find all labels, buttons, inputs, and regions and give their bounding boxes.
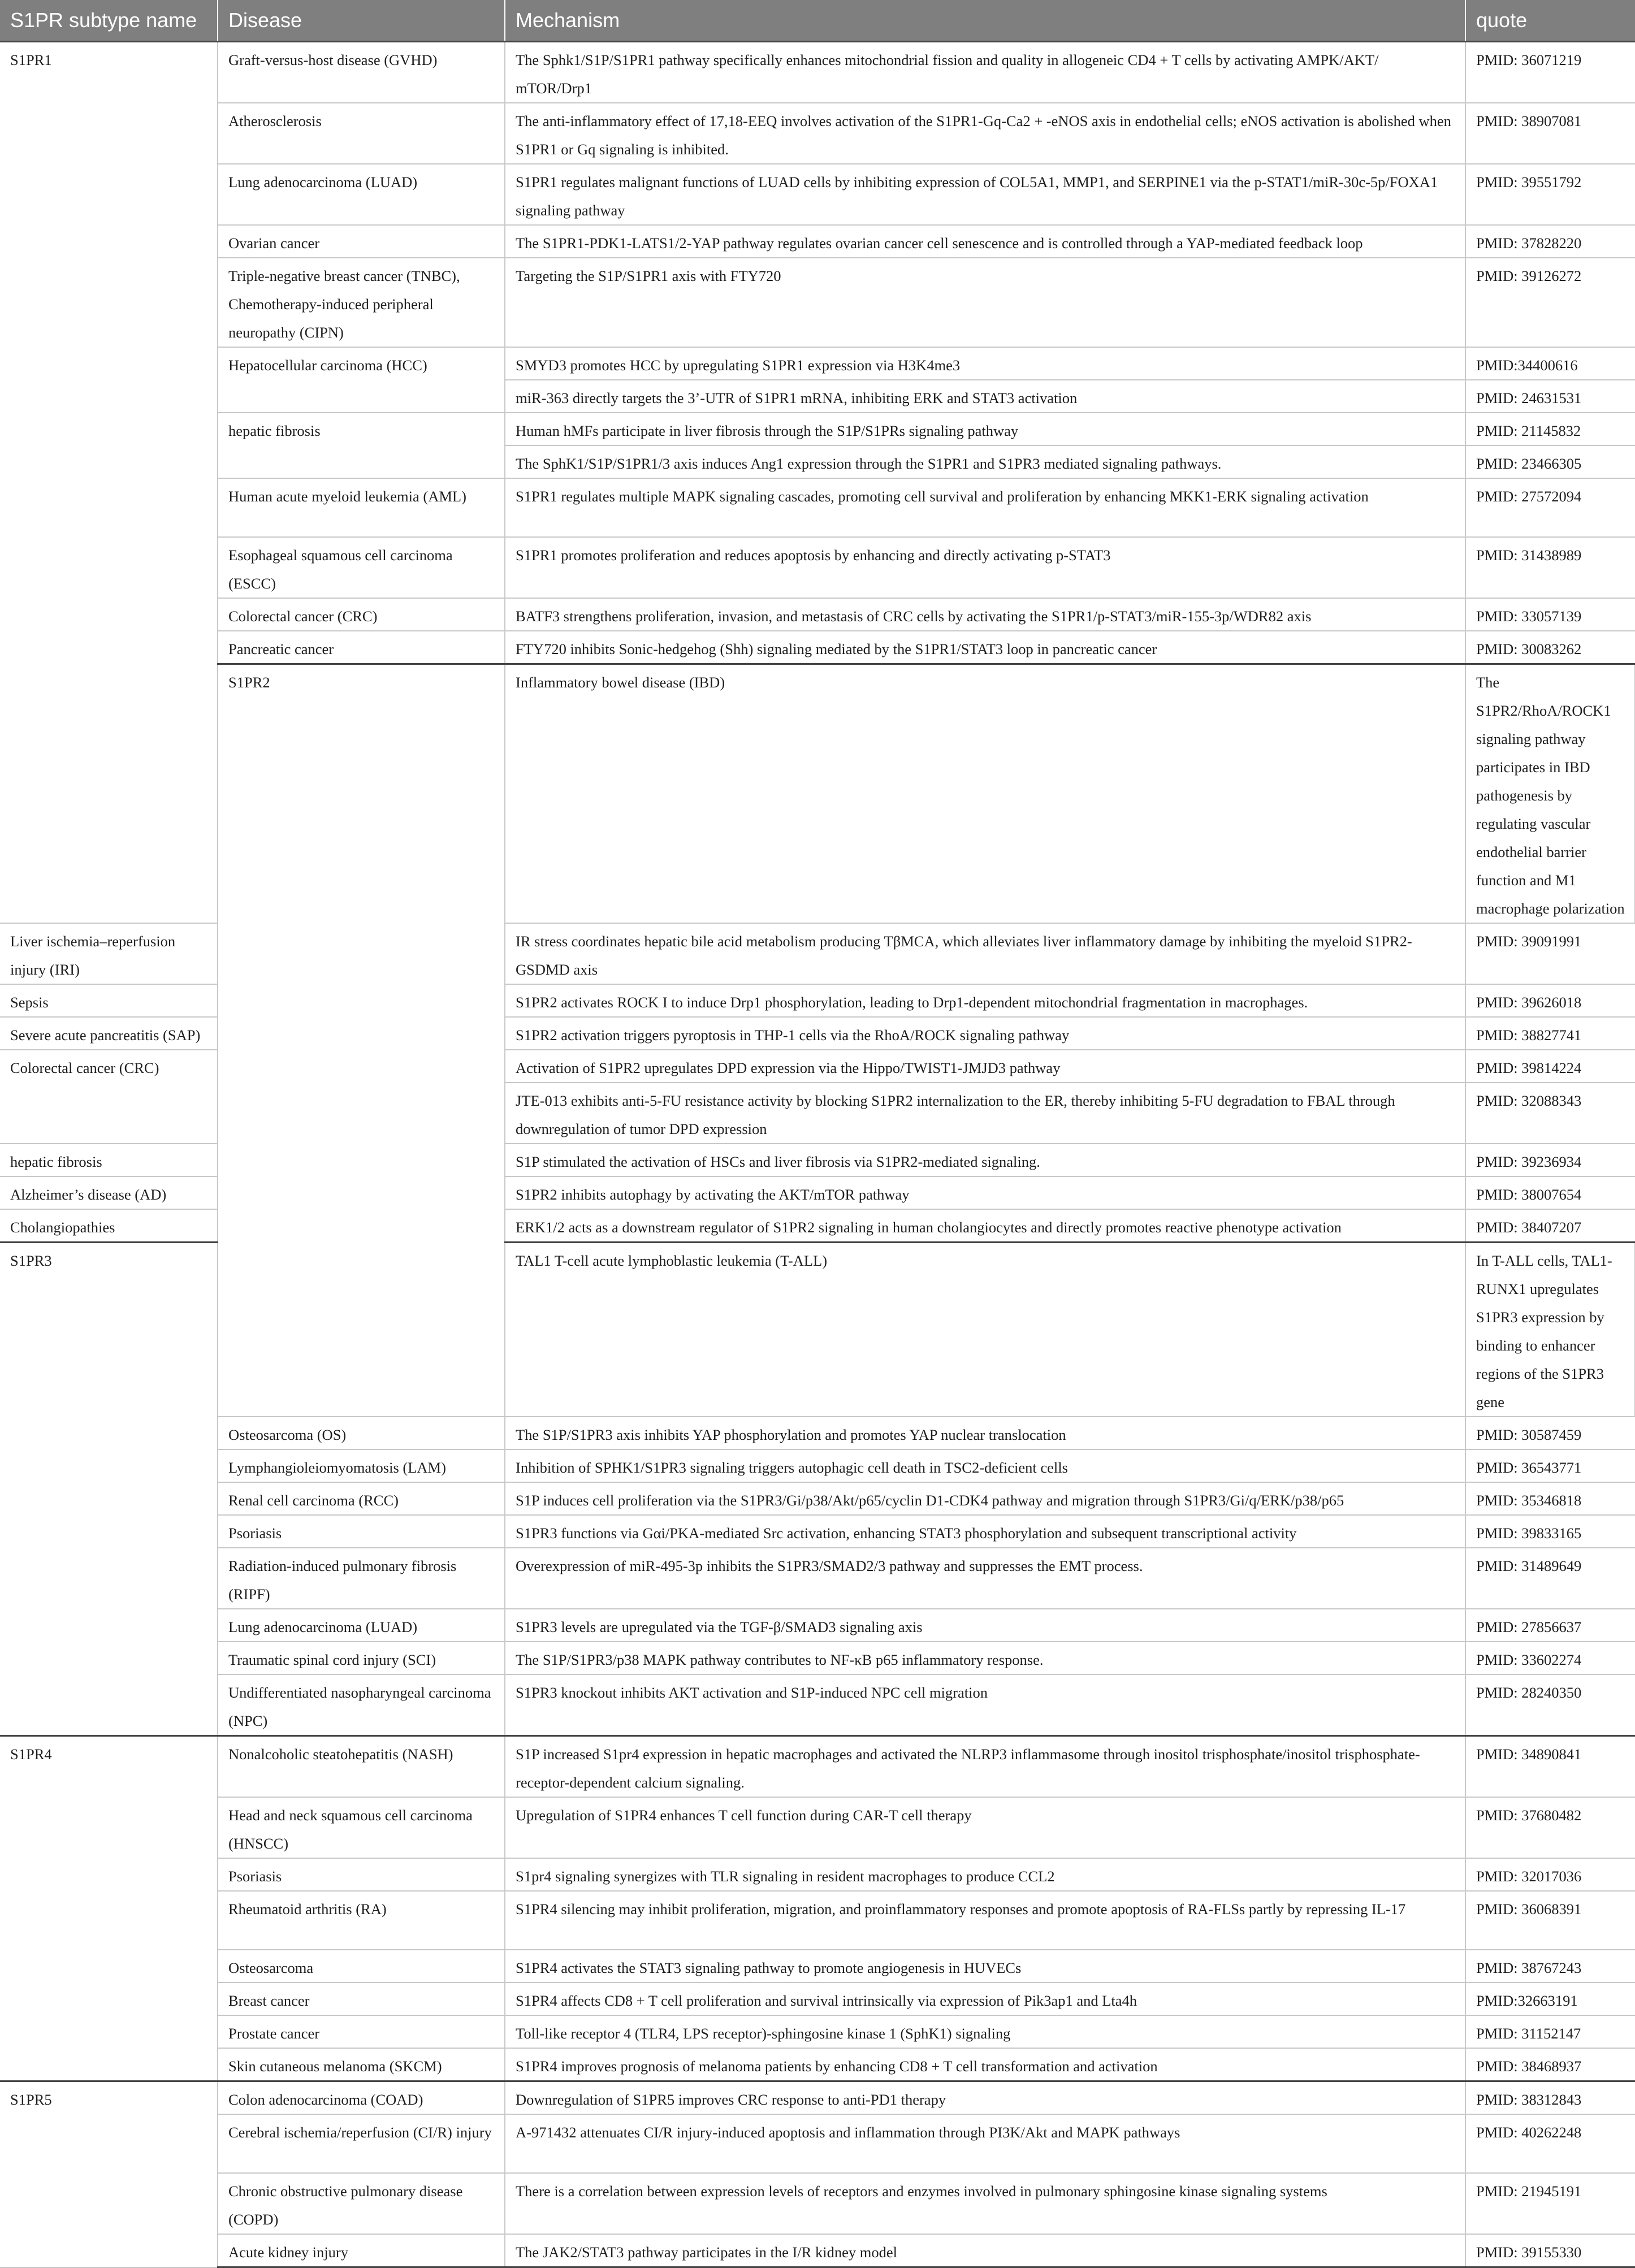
disease-cell: Triple-negative breast cancer (TNBC), Chemotherapy-induced peripheral neuropathy (CIPN) [218, 258, 505, 347]
mechanism-cell: Human hMFs participate in liver fibrosis through the S1P/S1PRs signaling pathway [505, 413, 1465, 445]
quote-cell: PMID: 38312843 [1465, 2081, 1635, 2115]
mechanism-cell: Activation of S1PR2 upregulates DPD expression via the Hippo/TWIST1-JMJD3 pathway [505, 1050, 1465, 1083]
quote-cell: PMID: 21145832 [1465, 413, 1635, 445]
table-row [0, 537, 1635, 598]
mechanism-cell: The SphK1/S1P/S1PR1/3 axis induces Ang1 expression through the S1PR1 and S1PR3 mediated signaling pathways. [505, 445, 1465, 478]
quote-cell: PMID: 24631531 [1465, 380, 1635, 413]
mechanism-cell: S1PR2 activation triggers pyroptosis in THP-1 cells via the RhoA/ROCK signaling pathway [505, 1017, 1465, 1050]
quote-cell: PMID: 21945191 [1465, 2173, 1635, 2234]
mechanism-cell: Downregulation of S1PR5 improves CRC response to anti-PD1 therapy [505, 2081, 1465, 2115]
mechanism-cell: S1PR1 promotes proliferation and reduces apoptosis by enhancing and directly activating p-STAT3 [505, 537, 1465, 598]
table-row [0, 1950, 1635, 1983]
mechanism-cell: S1P increased S1pr4 expression in hepatic macrophages and activated the NLRP3 inflammasome through inositol trisphosphate/inositol trisphosphate-receptor-dependent calcium signaling. [505, 1736, 1465, 1798]
disease-cell: Cerebral ischemia/reperfusion (CI/R) injury [218, 2114, 505, 2173]
header-quote: quote [1465, 0, 1635, 42]
disease-cell: Psoriasis [218, 1858, 505, 1891]
mechanism-cell: A-971432 attenuates CI/R injury-induced apoptosis and inflammation through PI3K/Akt and MAPK pathways [505, 2114, 1465, 2173]
mechanism-cell: The anti-inflammatory effect of 17,18-EEQ involves activation of the S1PR1-Gq-Ca2 + -eNOS axis in endothelial cells; eNOS activation is abolished when S1PR1 or Gq signaling is inhibited. [505, 103, 1465, 164]
disease-cell: Sepsis [0, 984, 218, 1017]
disease-cell: Head and neck squamous cell carcinoma (HNSCC) [218, 1797, 505, 1858]
mechanism-cell: The JAK2/STAT3 pathway participates in the I/R kidney model [505, 2234, 1465, 2267]
disease-cell: Psoriasis [218, 1515, 505, 1548]
disease-cell: Prostate cancer [218, 2015, 505, 2048]
table-row [0, 1674, 1635, 1736]
table-body [0, 42, 1635, 2267]
disease-cell: Rheumatoid arthritis (RA) [218, 1891, 505, 1950]
disease-cell: Colorectal cancer (CRC) [218, 598, 505, 631]
disease-cell: Pancreatic cancer [218, 631, 505, 664]
table-row [0, 2173, 1635, 2234]
quote-cell: PMID: 27572094 [1465, 478, 1635, 537]
quote-cell: PMID: 39833165 [1465, 1515, 1635, 1548]
table-row [0, 1891, 1635, 1950]
quote-cell: PMID: 31489649 [1465, 1548, 1635, 1609]
table-row [0, 164, 1635, 225]
table-row [0, 1858, 1635, 1891]
quote-cell: PMID: 39814224 [1465, 1050, 1635, 1083]
table-row [0, 1417, 1635, 1449]
mechanism-cell: S1PR1 regulates multiple MAPK signaling cascades, promoting cell survival and proliferation by enhancing MKK1-ERK signaling activation [505, 478, 1465, 537]
mechanism-cell: Targeting the S1P/S1PR1 axis with FTY720 [505, 258, 1465, 347]
disease-cell: TAL1 T-cell acute lymphoblastic leukemia (T-ALL) [505, 1243, 1465, 1417]
disease-cell: hepatic fibrosis [0, 1144, 218, 1176]
disease-cell: Colorectal cancer (CRC) [0, 1050, 218, 1144]
table-row [0, 1609, 1635, 1642]
disease-cell: Graft-versus-host disease (GVHD) [218, 42, 505, 103]
quote-cell: PMID: 38827741 [1465, 1017, 1635, 1050]
table-row [0, 2114, 1635, 2173]
mechanism-cell: SMYD3 promotes HCC by upregulating S1PR1 expression via H3K4me3 [505, 347, 1465, 380]
mechanism-cell: Inhibition of SPHK1/S1PR3 signaling triggers autophagic cell death in TSC2-deficient cells [505, 1449, 1465, 1482]
quote-cell: PMID: 38907081 [1465, 103, 1635, 164]
disease-cell: Renal cell carcinoma (RCC) [218, 1482, 505, 1515]
mechanism-cell: Overexpression of miR-495-3p inhibits the S1PR3/SMAD2/3 pathway and suppresses the EMT process. [505, 1548, 1465, 1609]
quote-cell: PMID: 33602274 [1465, 1642, 1635, 1674]
mechanism-cell: The Sphk1/S1P/S1PR1 pathway specifically enhances mitochondrial fission and quality in allogeneic CD4 + T cells by activating AMPK/AKT/ mTOR/Drp1 [505, 42, 1465, 103]
table-row [0, 347, 1635, 380]
disease-cell: Liver ischemia–reperfusion injury (IRI) [0, 923, 218, 984]
mechanism-cell: S1PR4 silencing may inhibit proliferation, migration, and proinflammatory responses and promote apoptosis of RA-FLSs partly by repressing IL-17 [505, 1891, 1465, 1950]
table-row [0, 1797, 1635, 1858]
quote-cell: PMID: 39126272 [1465, 258, 1635, 347]
mechanism-cell: The S1P/S1PR3/p38 MAPK pathway contributes to NF-κB p65 inflammatory response. [505, 1642, 1465, 1674]
disease-cell: Nonalcoholic steatohepatitis (NASH) [218, 1736, 505, 1798]
disease-cell: Chronic obstructive pulmonary disease (COPD) [218, 2173, 505, 2234]
disease-cell: Cholangiopathies [0, 1209, 218, 1243]
mechanism-cell: BATF3 strengthens proliferation, invasion, and metastasis of CRC cells by activating the S1PR1/p-STAT3/miR-155-3p/WDR82 axis [505, 598, 1465, 631]
table-row [0, 258, 1635, 347]
disease-cell: Lung adenocarcinoma (LUAD) [218, 164, 505, 225]
table-row [0, 664, 1635, 924]
mechanism-cell: Toll-like receptor 4 (TLR4, LPS receptor)-sphingosine kinase 1 (SphK1) signaling [505, 2015, 1465, 2048]
disease-cell: Breast cancer [218, 1983, 505, 2015]
mechanism-cell: S1PR3 levels are upregulated via the TGF-β/SMAD3 signaling axis [505, 1609, 1465, 1642]
quote-cell: PMID: 33057139 [1465, 598, 1635, 631]
quote-cell: PMID: 37828220 [1465, 225, 1635, 258]
disease-cell: Severe acute pancreatitis (SAP) [0, 1017, 218, 1050]
subtype-cell: S1PR3 [0, 1243, 218, 1736]
table-row [0, 598, 1635, 631]
quote-cell: PMID: 38007654 [1465, 1176, 1635, 1209]
quote-cell: PMID: 30083262 [1465, 631, 1635, 664]
mechanism-cell: S1PR2 inhibits autophagy by activating the AKT/mTOR pathway [505, 1176, 1465, 1209]
quote-cell: PMID: 36543771 [1465, 1449, 1635, 1482]
disease-cell: Atherosclerosis [218, 103, 505, 164]
disease-cell: Inflammatory bowel disease (IBD) [505, 664, 1465, 924]
quote-cell: PMID: 28240350 [1465, 1674, 1635, 1736]
mechanism-cell: Upregulation of S1PR4 enhances T cell function during CAR-T cell therapy [505, 1797, 1465, 1858]
disease-cell: Skin cutaneous melanoma (SKCM) [218, 2048, 505, 2081]
disease-cell: Human acute myeloid leukemia (AML) [218, 478, 505, 537]
disease-cell: Osteosarcoma (OS) [218, 1417, 505, 1449]
mechanism-cell: JTE-013 exhibits anti-5-FU resistance activity by blocking S1PR2 internalization to the ER, thereby inhibiting 5-FU degradation to FBAL through downregulation of tumor DPD expression [505, 1083, 1465, 1144]
mechanism-cell: S1PR4 improves prognosis of melanoma patients by enhancing CD8 + T cell transformation and activation [505, 2048, 1465, 2081]
mechanism-cell: S1P induces cell proliferation via the S1PR3/Gi/p38/Akt/p65/cyclin D1-CDK4 pathway and migration through S1PR3/Gi/q/ERK/p38/p65 [505, 1482, 1465, 1515]
disease-cell: Traumatic spinal cord injury (SCI) [218, 1642, 505, 1674]
quote-cell: PMID: 31438989 [1465, 537, 1635, 598]
quote-cell: PMID: 39236934 [1465, 1144, 1635, 1176]
disease-cell: Colon adenocarcinoma (COAD) [218, 2081, 505, 2115]
mechanism-cell: FTY720 inhibits Sonic-hedgehog (Shh) signaling mediated by the S1PR1/STAT3 loop in pancreatic cancer [505, 631, 1465, 664]
quote-cell: PMID: 36068391 [1465, 1891, 1635, 1950]
quote-cell: PMID:34400616 [1465, 347, 1635, 380]
table-row [0, 631, 1635, 664]
disease-cell: Acute kidney injury [218, 2234, 505, 2267]
subtype-cell: S1PR1 [0, 42, 218, 924]
quote-cell: PMID: 39551792 [1465, 164, 1635, 225]
subtype-cell: S1PR2 [218, 664, 505, 1417]
header-row [0, 0, 1635, 42]
table-row [0, 2015, 1635, 2048]
quote-cell: PMID: 39155330 [1465, 2234, 1635, 2267]
disease-cell: Ovarian cancer [218, 225, 505, 258]
disease-cell: Osteosarcoma [218, 1950, 505, 1983]
table-row [0, 1642, 1635, 1674]
table-row [0, 1449, 1635, 1482]
disease-cell: Esophageal squamous cell carcinoma (ESCC) [218, 537, 505, 598]
mechanism-cell: S1P stimulated the activation of HSCs and liver fibrosis via S1PR2-mediated signaling. [505, 1144, 1465, 1176]
mechanism-cell: miR-363 directly targets the 3’-UTR of S1PR1 mRNA, inhibiting ERK and STAT3 activation [505, 380, 1465, 413]
disease-cell: Lung adenocarcinoma (LUAD) [218, 1609, 505, 1642]
table-row [0, 2081, 1635, 2115]
disease-cell: Alzheimer’s disease (AD) [0, 1176, 218, 1209]
table-row [0, 1482, 1635, 1515]
quote-cell: PMID: 23466305 [1465, 445, 1635, 478]
table-row [0, 478, 1635, 537]
mechanism-cell: ERK1/2 acts as a downstream regulator of S1PR2 signaling in human cholangiocytes and directly promotes reactive phenotype activation [505, 1209, 1465, 1243]
quote-cell: PMID: 39091991 [1465, 923, 1635, 984]
mechanism-cell: S1PR4 activates the STAT3 signaling pathway to promote angiogenesis in HUVECs [505, 1950, 1465, 1983]
subtype-cell: S1PR4 [0, 1736, 218, 2081]
mechanism-cell: S1PR3 functions via Gαi/PKA-mediated Src activation, enhancing STAT3 phosphorylation and subsequent transcriptional activity [505, 1515, 1465, 1548]
table-row [0, 1736, 1635, 1798]
header-mechanism: Mechanism [505, 0, 1465, 42]
quote-cell: PMID: 38407207 [1465, 1209, 1635, 1243]
mechanism-cell: The S1P/S1PR3 axis inhibits YAP phosphorylation and promotes YAP nuclear translocation [505, 1417, 1465, 1449]
table-row [0, 2234, 1635, 2267]
quote-cell: PMID: 40262248 [1465, 2114, 1635, 2173]
quote-cell: PMID: 27856637 [1465, 1609, 1635, 1642]
mechanism-cell: The S1PR2/RhoA/ROCK1 signaling pathway participates in IBD pathogenesis by regulating vascular endothelial barrier function and M1 macrophage polarization [1465, 664, 1635, 924]
mechanism-cell: IR stress coordinates hepatic bile acid metabolism producing TβMCA, which alleviates liver inflammatory damage by inhibiting the myeloid S1PR2-GSDMD axis [505, 923, 1465, 984]
disease-cell: Hepatocellular carcinoma (HCC) [218, 347, 505, 413]
mechanism-cell: S1PR3 knockout inhibits AKT activation and S1P-induced NPC cell migration [505, 1674, 1465, 1736]
disease-cell: Lymphangioleiomyomatosis (LAM) [218, 1449, 505, 1482]
quote-cell: PMID: 30587459 [1465, 1417, 1635, 1449]
table-row [0, 1515, 1635, 1548]
table-row [0, 413, 1635, 445]
table-row [0, 225, 1635, 258]
mechanism-cell: S1PR4 affects CD8 + T cell proliferation and survival intrinsically via expression of Pik3ap1 and Lta4h [505, 1983, 1465, 2015]
disease-cell: Undifferentiated nasopharyngeal carcinoma (NPC) [218, 1674, 505, 1736]
quote-cell: PMID: 38468937 [1465, 2048, 1635, 2081]
mechanism-cell: The S1PR1-PDK1-LATS1/2-YAP pathway regulates ovarian cancer cell senescence and is controlled through a YAP-mediated feedback loop [505, 225, 1465, 258]
quote-cell: PMID: 32088343 [1465, 1083, 1635, 1144]
quote-cell: PMID: 39626018 [1465, 984, 1635, 1017]
disease-cell: hepatic fibrosis [218, 413, 505, 478]
mechanism-cell: S1PR1 regulates malignant functions of LUAD cells by inhibiting expression of COL5A1, MMP1, and SERPINE1 via the p-STAT1/miR-30c-5p/FOXA1 signaling pathway [505, 164, 1465, 225]
table-row [0, 2048, 1635, 2081]
quote-cell: PMID: 34890841 [1465, 1736, 1635, 1798]
quote-cell: PMID: 35346818 [1465, 1482, 1635, 1515]
table-row [0, 1983, 1635, 2015]
mechanism-cell: S1PR2 activates ROCK I to induce Drp1 phosphorylation, leading to Drp1-dependent mitochondrial fragmentation in macrophages. [505, 984, 1465, 1017]
quote-cell: PMID: 36071219 [1465, 42, 1635, 103]
header-subtype: S1PR subtype name [0, 0, 218, 42]
disease-cell: Radiation-induced pulmonary fibrosis (RIPF) [218, 1548, 505, 1609]
mechanism-cell: There is a correlation between expression levels of receptors and enzymes involved in pulmonary sphingosine kinase signaling systems [505, 2173, 1465, 2234]
quote-cell: PMID:32663191 [1465, 1983, 1635, 2015]
quote-cell: PMID: 37680482 [1465, 1797, 1635, 1858]
header-disease: Disease [218, 0, 505, 42]
table-row [0, 1548, 1635, 1609]
subtype-cell: S1PR5 [0, 2081, 218, 2267]
mechanism-cell: S1pr4 signaling synergizes with TLR signaling in resident macrophages to produce CCL2 [505, 1858, 1465, 1891]
table-row [0, 103, 1635, 164]
quote-cell: PMID: 38767243 [1465, 1950, 1635, 1983]
table-row [0, 42, 1635, 103]
mechanism-cell: In T-ALL cells, TAL1-RUNX1 upregulates S1PR3 expression by binding to enhancer regions of the S1PR3 gene [1465, 1243, 1635, 1417]
quote-cell: PMID: 32017036 [1465, 1858, 1635, 1891]
quote-cell: PMID: 31152147 [1465, 2015, 1635, 2048]
